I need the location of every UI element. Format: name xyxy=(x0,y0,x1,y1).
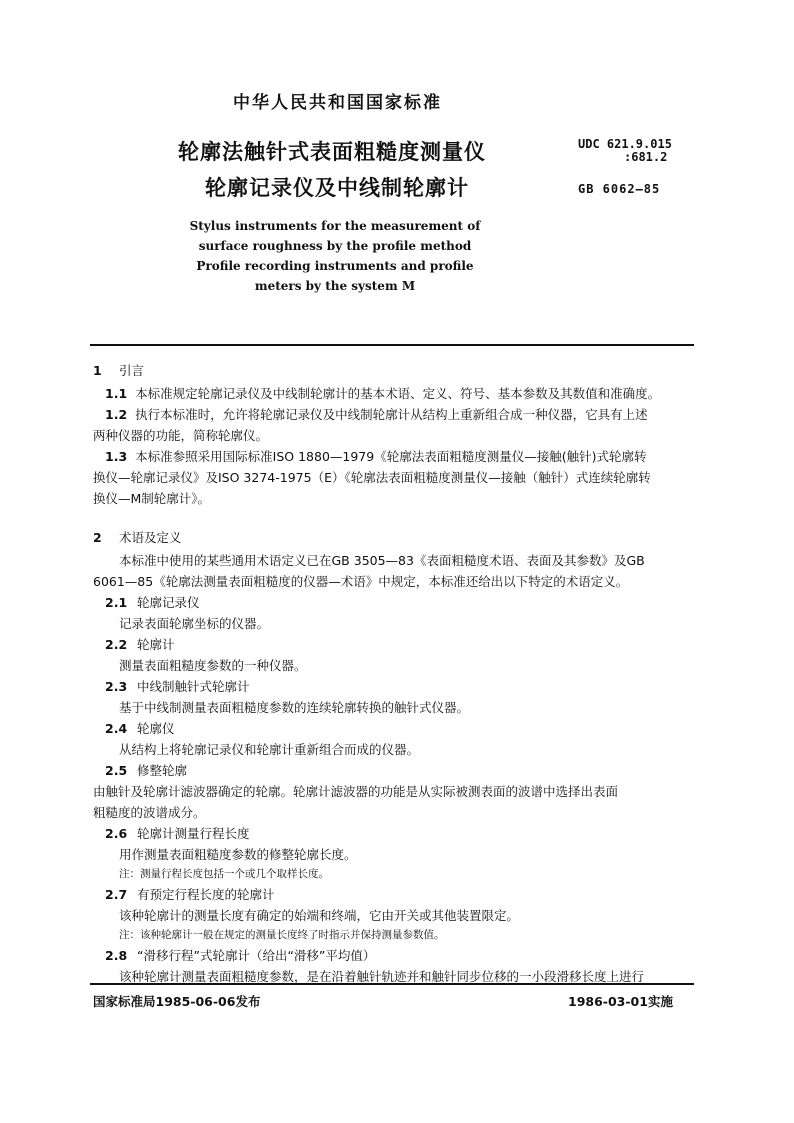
term-title: “滑移行程”式轮廓计（给出“滑移”平均值） xyxy=(137,948,376,963)
term-definition: 从结构上将轮廓记录仪和轮廓计重新组合而成的仪器。 xyxy=(119,742,420,757)
paragraph xyxy=(93,404,695,425)
term-number: 2.5 xyxy=(105,763,128,778)
term-title: 轮廓仪 xyxy=(137,721,175,736)
term-number: 2.2 xyxy=(105,637,128,652)
term-definition: 记录表面轮廓坐标的仪器。 xyxy=(119,616,270,631)
term-heading xyxy=(93,676,695,697)
term-definition: 该种轮廓计的测量长度有确定的始端和终端，它由开关或其他装置限定。 xyxy=(119,908,520,923)
document-body xyxy=(93,360,695,987)
term-definition-continuation: 粗糙度的波谱成分。 xyxy=(93,805,206,820)
term-definition: 该种轮廓计测量表面粗糙度参数，是在沿着触针轨迹并和触针同步位移的一小段滑移长度上进行 xyxy=(119,969,645,984)
term-heading xyxy=(93,823,695,844)
paragraph-continuation: 换仪—M制轮廓计》。 xyxy=(93,491,211,506)
term-heading xyxy=(93,945,695,966)
term-note: 注：该种轮廓计一般在规定的测量长度终了时指示并保持测量参数值。 xyxy=(119,929,445,941)
paragraph-continuation: 换仪—轮廓记录仪》及ISO 3274-1975（E）《轮廓法表面粗糙度测量仪—接触（触针）式连续轮廓转 xyxy=(93,470,651,485)
term-number: 2.6 xyxy=(105,826,128,841)
term-title: 修整轮廓 xyxy=(137,763,188,778)
term-number: 2.8 xyxy=(105,948,128,963)
udc-line-1: UDC 621.9.015 xyxy=(578,137,672,151)
term-heading xyxy=(93,634,695,655)
english-title-line: meters by the system M xyxy=(254,279,416,293)
clause-text: 执行本标准时，允许将轮廓记录仪及中线制轮廓计从结构上重新组合成一种仪器，它具有上述 xyxy=(135,407,648,422)
title-line-1: 轮廓法触针式表面粗糙度测量仪 xyxy=(178,140,486,164)
term-definition: 测量表面粗糙度参数的一种仪器。 xyxy=(119,658,307,673)
gb-code: GB 6062—85 xyxy=(578,182,661,196)
term-number: 2.4 xyxy=(105,721,128,736)
paragraph-continuation: 两种仪器的功能，简称轮廓仪。 xyxy=(93,428,269,443)
term-number: 2.3 xyxy=(105,679,128,694)
footer-divider xyxy=(90,983,694,985)
clause-text: 本标准规定轮廓记录仪及中线制轮廓计的基本术语、定义、符号、基本参数及其数值和准确度。 xyxy=(135,386,661,401)
udc-line-2: :681.2 xyxy=(624,150,668,164)
term-note: 注：测量行程长度包括一个或几个取样长度。 xyxy=(119,868,329,880)
section-heading xyxy=(93,360,695,381)
term-heading xyxy=(93,884,695,905)
term-title: 有预定行程长度的轮廓计 xyxy=(137,887,275,902)
term-number: 2.7 xyxy=(105,887,128,902)
issue-date: 国家标准局1985-06-06发布 xyxy=(93,994,261,1009)
english-title-line: Stylus instruments for the measurement of xyxy=(189,219,481,233)
term-definition: 由触针及轮廓计滤波器确定的轮廓。轮廓计滤波器的功能是从实际被测表面的波谱中选择出表面 xyxy=(93,784,619,799)
english-title-line: surface roughness by the profile method xyxy=(198,239,472,253)
section-number: 2 xyxy=(93,530,102,545)
term-heading xyxy=(93,760,695,781)
section-number: 1 xyxy=(93,363,102,378)
term-heading xyxy=(93,718,695,739)
clause-text: 本标准参照采用国际标准ISO 1880—1979《轮廓法表面粗糙度测量仪—接触(触针)式轮廓转 xyxy=(135,449,647,464)
term-title: 轮廓计测量行程长度 xyxy=(137,826,250,841)
clause-number: 1.3 xyxy=(105,449,128,464)
header-divider xyxy=(90,344,694,346)
term-heading xyxy=(93,592,695,613)
term-definition: 基于中线制测量表面粗糙度参数的连续轮廓转换的触针式仪器。 xyxy=(119,700,470,715)
section-title: 术语及定义 xyxy=(119,530,182,545)
title-line-2: 轮廓记录仪及中线制轮廓计 xyxy=(205,176,469,200)
section-heading xyxy=(93,527,695,548)
clause-number: 1.2 xyxy=(105,407,128,422)
term-number: 2.1 xyxy=(105,595,128,610)
paragraph xyxy=(93,383,695,404)
section-title: 引言 xyxy=(119,363,145,378)
effective-date: 1986-03-01实施 xyxy=(568,994,673,1009)
english-title xyxy=(180,216,490,296)
udc-code xyxy=(578,138,672,164)
term-title: 轮廓记录仪 xyxy=(137,595,200,610)
paragraph: 本标准中使用的某些通用术语定义已在GB 3505—83《表面粗糙度术语、表面及其参数》及GB xyxy=(119,553,645,568)
english-title-line: Profile recording instruments and profile xyxy=(196,259,474,273)
paragraph-continuation: 6061—85《轮廓法测量表面粗糙度的仪器—术语》中规定，本标准还给出以下特定的术语定义。 xyxy=(93,574,629,589)
paragraph xyxy=(93,446,695,467)
issuing-country: 中华人民共和国国家标准 xyxy=(233,93,442,113)
term-title: 轮廓计 xyxy=(137,637,175,652)
term-title: 中线制触针式轮廓计 xyxy=(137,679,250,694)
term-definition: 用作测量表面粗糙度参数的修整轮廓长度。 xyxy=(119,847,357,862)
clause-number: 1.1 xyxy=(105,386,128,401)
